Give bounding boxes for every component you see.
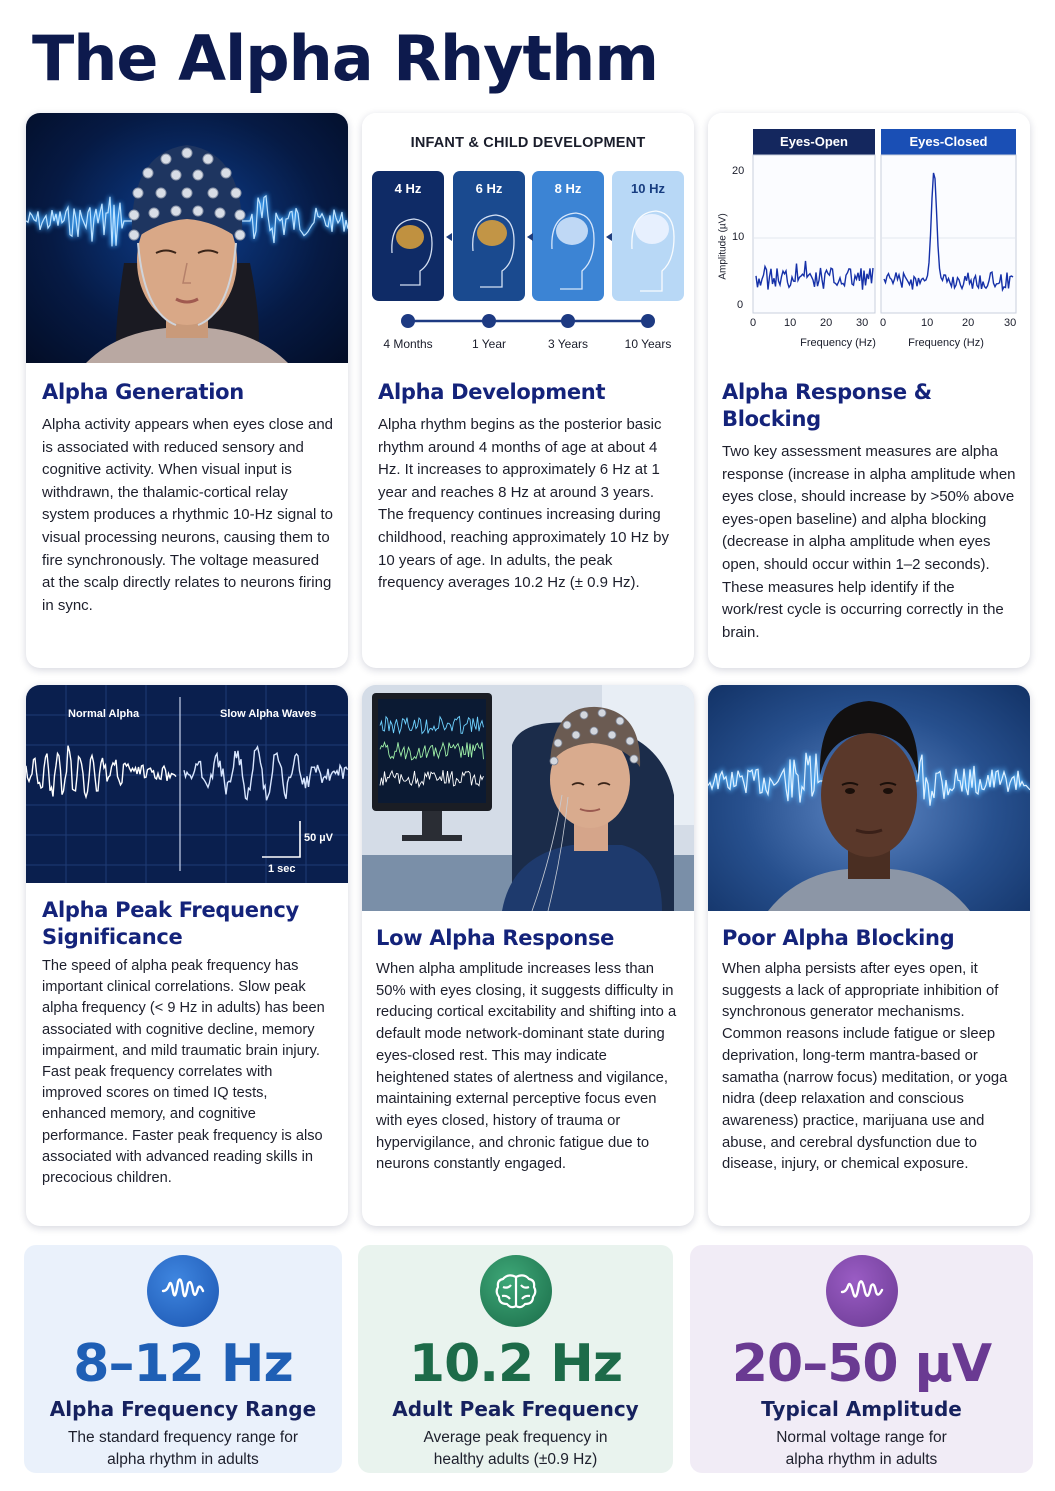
young-man-image xyxy=(708,685,1030,911)
timeline-dot-2 xyxy=(482,314,496,328)
x-tick-r-10: 10 xyxy=(921,317,934,329)
stat-peak-frequency xyxy=(358,1245,673,1473)
card-heading-poor: Poor Alpha Blocking xyxy=(722,926,955,950)
stat-value-peak: 10.2 Hz xyxy=(408,1334,623,1394)
stage-freq-1: 4 Hz xyxy=(394,181,422,196)
waveform-icon xyxy=(147,1255,219,1327)
y-tick-0: 0 xyxy=(737,299,744,311)
stat-desc-range: The standard frequency range for alpha rhythm in adults xyxy=(67,1429,299,1468)
page-title: The Alpha Rhythm xyxy=(32,22,658,95)
panel-label-eyes-closed: Eyes-Closed xyxy=(881,129,1016,155)
stage-age-2: 1 Year xyxy=(471,337,507,351)
card-heading-development: Alpha Development xyxy=(378,380,606,404)
stage-age-3: 3 Years xyxy=(547,337,589,351)
x-tick-r-30: 30 xyxy=(1004,317,1017,329)
x-tick-l-30: 30 xyxy=(856,317,869,329)
card-alpha-development xyxy=(362,113,694,668)
card-heading-peak: Alpha Peak Frequency Significance xyxy=(42,898,299,949)
card-body-low: When alpha amplitude increases less than 50% with eyes closing, it suggests difficulty in reducing cortical excitability and shifting into a default mode network-dominant state during eyes-closed rest. This may indicate heightened states of alertness and vigilance, maintaining external perceptive focus even with eyes closed, history of trauma or hypervigilance, and chronic fatigue due to neurons constantly engaged. xyxy=(376,961,677,1173)
stage-freq-4: 10 Hz xyxy=(631,181,665,196)
stat-value-range: 8–12 Hz xyxy=(73,1334,293,1394)
stat-desc-peak: Average peak frequency in healthy adults (±0.9 Hz) xyxy=(423,1429,608,1468)
eeg-trace-figure xyxy=(26,685,348,883)
card-body-development: Alpha rhythm begins as the posterior basic rhythm around 4 months of age at about 4 Hz. It increases to approximately 6 Hz at 1 year and reaches 8 Hz at around 3 years. The frequency continues increasing during childhood, reaching approximately 10 Hz by 10 years of age. In adults, the peak frequency averages 10.2 Hz (± 0.9 Hz). xyxy=(378,416,669,592)
eeg-cap-woman-image xyxy=(26,113,348,363)
x-tick-l-0: 0 xyxy=(750,317,757,329)
scale-voltage-label: 50 µV xyxy=(304,832,333,844)
stat-amplitude xyxy=(690,1245,1033,1473)
stat-label-range: Alpha Frequency Range xyxy=(49,1397,317,1421)
stage-age-1: 4 Months xyxy=(383,337,433,351)
brain-icon xyxy=(480,1255,552,1327)
x-tick-l-10: 10 xyxy=(784,317,797,329)
card-heading-low: Low Alpha Response xyxy=(376,926,615,950)
y-tick-10: 10 xyxy=(732,231,745,243)
x-axis-label-right: Frequency (Hz) xyxy=(908,337,984,349)
card-low-alpha xyxy=(362,685,694,1226)
eeg-lab-woman-image xyxy=(362,685,694,911)
timeline-dot-3 xyxy=(561,314,575,328)
card-body-generation: Alpha activity appears when eyes close and is associated with reduced sensory and cognitive activity. When visual input is withdrawn, the thalamic-cortical relay system produces a rhythmic 10-Hz signal to visual processing neurons, causing them to fire synchronously. The voltage measured at the scalp directly relates to neurons firing in sync. xyxy=(42,416,334,614)
card-heading-generation: Alpha Generation xyxy=(42,380,244,404)
card-alpha-generation xyxy=(26,113,348,668)
spectrum-figure xyxy=(708,113,1030,363)
card-heading-response: Alpha Response & Blocking xyxy=(722,380,932,431)
card-alpha-response xyxy=(708,113,1030,668)
stage-freq-2: 6 Hz xyxy=(475,181,503,196)
stage-age-4: 10 Years xyxy=(624,337,672,351)
scale-time-label: 1 sec xyxy=(268,863,296,875)
card-body-response: Two key assessment measures are alpha response (increase in alpha amplitude when eyes close, should increase by >50% above eyes-open baseline) and alpha blocking (decrease in alpha amplitude when eyes open, should occur within 1–2 seconds). These measures help identify if the work/rest cycle is occurring correctly in the brain. xyxy=(722,443,1016,641)
x-axis-label-left: Frequency (Hz) xyxy=(800,337,876,349)
x-tick-l-20: 20 xyxy=(820,317,833,329)
panel-label-eyes-open: Eyes-Open xyxy=(753,129,875,155)
timeline-dot-4 xyxy=(641,314,655,328)
card-poor-blocking xyxy=(708,685,1030,1226)
normal-alpha-label: Normal Alpha xyxy=(68,708,140,720)
development-figure xyxy=(362,113,694,363)
x-tick-r-20: 20 xyxy=(962,317,975,329)
y-axis-label: Amplitude (µV) xyxy=(717,213,729,280)
stat-label-peak: Adult Peak Frequency xyxy=(392,1397,639,1421)
timeline-dot-1 xyxy=(401,314,415,328)
card-body-peak: The speed of alpha peak frequency has important clinical correlations. Slow peak alpha frequency (< 9 Hz in adults) has been associated with cognitive decline, memory impairment, and mild traumatic brain injury. Fast peak frequency correlates with improved scores on timed IQ tests, enhanced memory, and cognitive performance. Faster peak frequency is also associated with advanced reading skills in precocious children. xyxy=(42,958,325,1187)
x-tick-r-0: 0 xyxy=(880,317,887,329)
stat-desc-amplitude: Normal voltage range for alpha rhythm in adults xyxy=(776,1429,947,1468)
slow-alpha-label: Slow Alpha Waves xyxy=(220,708,317,720)
stat-frequency-range xyxy=(24,1245,342,1473)
stat-label-amplitude: Typical Amplitude xyxy=(761,1397,962,1421)
card-alpha-peak xyxy=(26,685,348,1226)
card-body-poor: When alpha persists after eyes open, it suggests a lack of appropriate inhibition of synchronous generator mechanisms. Common reasons include fatigue or sleep deprivation, long-term mantra-based or samatha (narrow focus) meditation, or yoga nidra (deep relaxation and conscious awareness) practice, marijuana use and abuse, and cerebral dysfunction due to disease, injury, or chemical exposure. xyxy=(722,961,1008,1173)
y-tick-20: 20 xyxy=(732,165,745,177)
stat-value-amplitude: 20–50 µV xyxy=(731,1334,992,1394)
waveform-icon xyxy=(826,1255,898,1327)
development-figure-title: INFANT & CHILD DEVELOPMENT xyxy=(410,135,646,151)
stage-freq-3: 8 Hz xyxy=(554,181,582,196)
